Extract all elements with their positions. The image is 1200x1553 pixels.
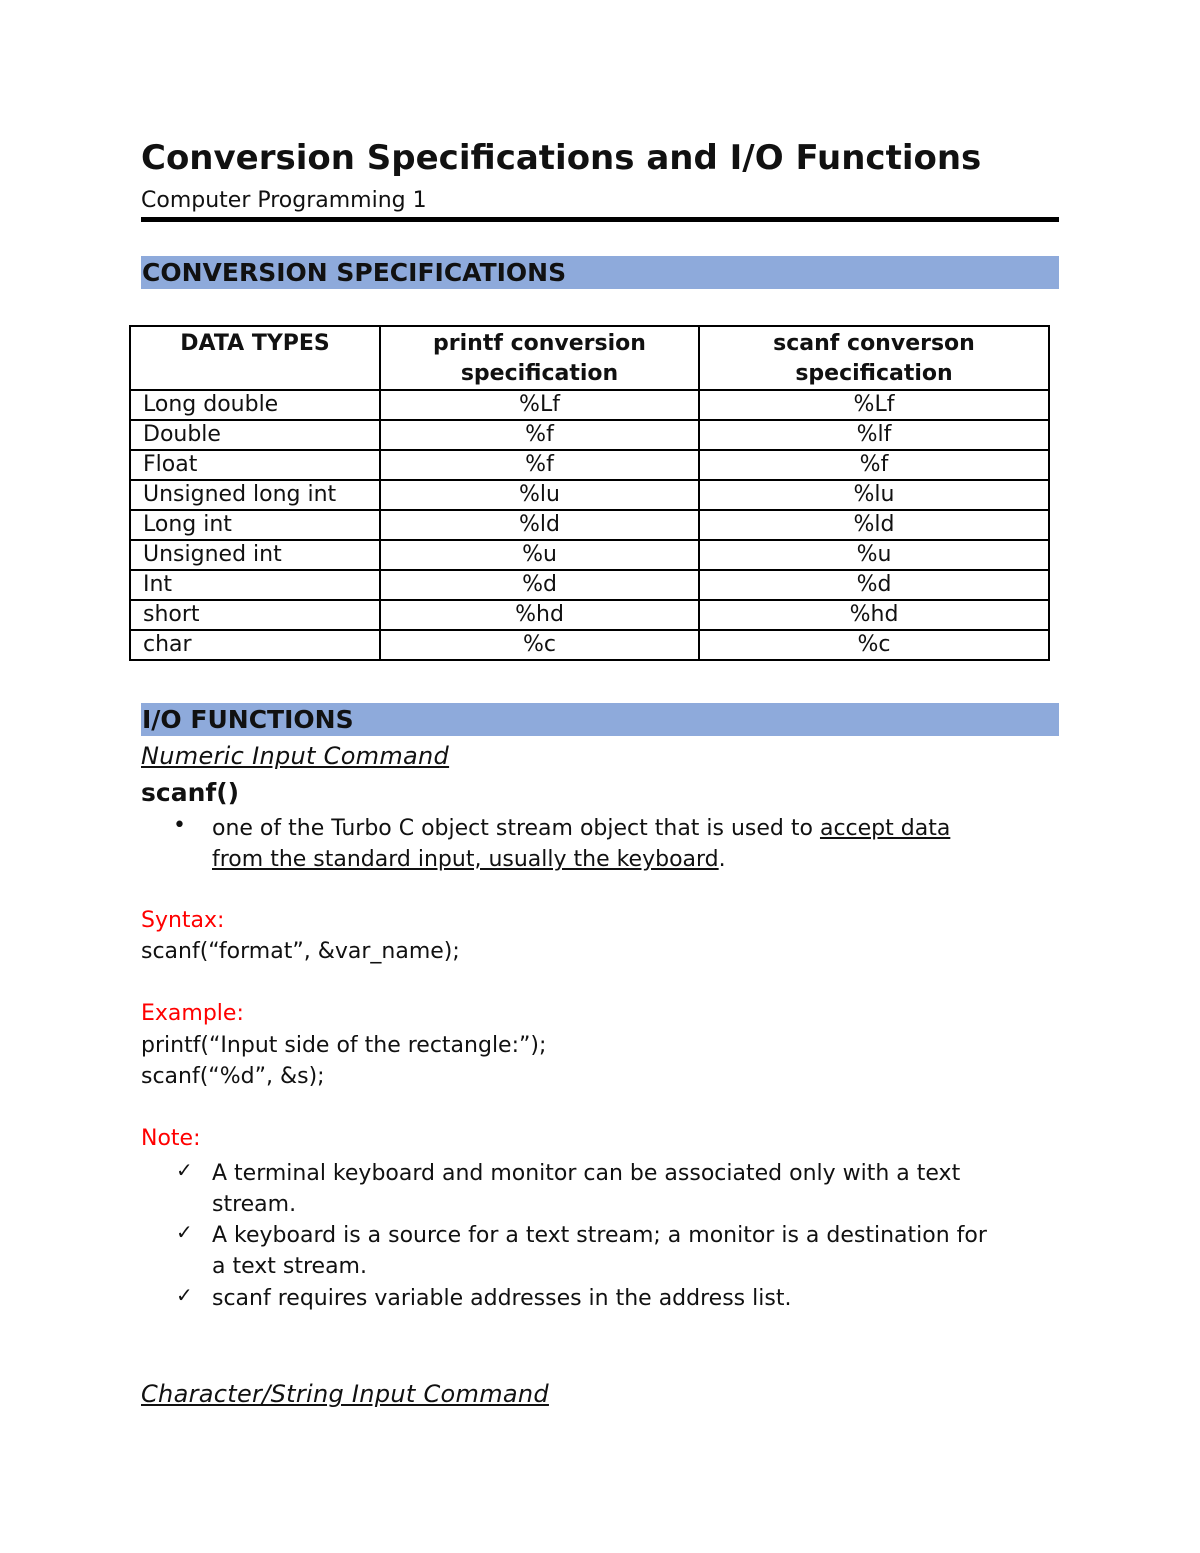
cell-printf: %lu	[380, 480, 699, 510]
note-line-1: scanf requires variable addresses in the address list.	[212, 1286, 792, 1311]
note-line-2: stream.	[212, 1192, 297, 1217]
table-row	[130, 480, 1049, 510]
cell-scanf: %d	[699, 570, 1049, 600]
function-name-scanf: scanf()	[141, 778, 240, 807]
bullet-underlined-1: accept data	[819, 816, 951, 841]
cell-scanf: %ld	[699, 510, 1049, 540]
example-code-line-1: printf(“Input side of the rectangle:”);	[141, 1033, 547, 1058]
cell-data-type: Long double	[130, 390, 380, 420]
subheading-numeric-input: Numeric Input Command	[141, 742, 450, 770]
cell-data-type: Long int	[130, 510, 380, 540]
bullet-icon: •	[173, 813, 186, 838]
note-line-2: a text stream.	[212, 1254, 367, 1279]
check-icon: ✓	[176, 1283, 193, 1307]
bullet-underlined-2: from the standard input, usually the keyboard	[212, 847, 719, 872]
cell-data-type: short	[130, 600, 380, 630]
cell-data-type: Int	[130, 570, 380, 600]
page-subtitle: Computer Programming 1	[141, 188, 427, 213]
cell-printf: %c	[380, 630, 699, 660]
bullet-suffix: .	[718, 847, 726, 872]
table-row	[130, 420, 1049, 450]
cell-data-type: Float	[130, 450, 380, 480]
table-row	[130, 570, 1049, 600]
cell-printf: %f	[380, 450, 699, 480]
cell-scanf: %c	[699, 630, 1049, 660]
header-data-types: DATA TYPES	[130, 326, 380, 390]
cell-data-type: Unsigned int	[130, 540, 380, 570]
table-row	[130, 600, 1049, 630]
header-printf-spec: printf conversion specification	[380, 326, 699, 390]
section-heading-conversion: CONVERSION SPECIFICATIONS	[141, 256, 1059, 289]
cell-scanf: %lu	[699, 480, 1049, 510]
check-icon: ✓	[176, 1220, 193, 1244]
page-title: Conversion Specifications and I/O Functions	[141, 138, 982, 178]
table-row	[130, 510, 1049, 540]
table-row	[130, 390, 1049, 420]
table-header-row	[130, 326, 1049, 390]
note-line-1: A terminal keyboard and monitor can be associated only with a text	[212, 1161, 961, 1186]
example-code-line-2: scanf(“%d”, &s);	[141, 1064, 325, 1089]
note-text	[212, 1283, 791, 1314]
cell-data-type: char	[130, 630, 380, 660]
cell-scanf: %f	[699, 450, 1049, 480]
syntax-code: scanf(“format”, &var_name);	[141, 939, 460, 964]
section-heading-io: I/O FUNCTIONS	[141, 703, 1059, 736]
conversion-table	[129, 325, 1050, 661]
cell-scanf: %lf	[699, 420, 1049, 450]
cell-scanf: %Lf	[699, 390, 1049, 420]
table-row	[130, 540, 1049, 570]
check-icon: ✓	[176, 1158, 193, 1182]
cell-printf: %ld	[380, 510, 699, 540]
cell-printf: %d	[380, 570, 699, 600]
cell-printf: %u	[380, 540, 699, 570]
cell-data-type: Double	[130, 420, 380, 450]
cell-scanf: %u	[699, 540, 1049, 570]
header-scanf-spec: scanf converson specification	[699, 326, 1049, 390]
note-text	[212, 1158, 960, 1220]
table-row	[130, 450, 1049, 480]
subheading-character-string-input: Character/String Input Command	[141, 1380, 549, 1408]
note-line-1: A keyboard is a source for a text stream; a monitor is a destination for	[212, 1223, 987, 1248]
cell-printf: %Lf	[380, 390, 699, 420]
table-row	[130, 630, 1049, 660]
cell-data-type: Unsigned long int	[130, 480, 380, 510]
cell-scanf: %hd	[699, 600, 1049, 630]
bullet-text-prefix: one of the Turbo C object stream object that is used to	[212, 816, 820, 841]
example-label: Example:	[141, 1001, 244, 1026]
cell-printf: %hd	[380, 600, 699, 630]
title-divider	[141, 217, 1059, 222]
syntax-label: Syntax:	[141, 908, 225, 933]
note-label: Note:	[141, 1126, 201, 1151]
bullet-text	[212, 813, 950, 875]
cell-printf: %f	[380, 420, 699, 450]
note-text	[212, 1220, 987, 1282]
